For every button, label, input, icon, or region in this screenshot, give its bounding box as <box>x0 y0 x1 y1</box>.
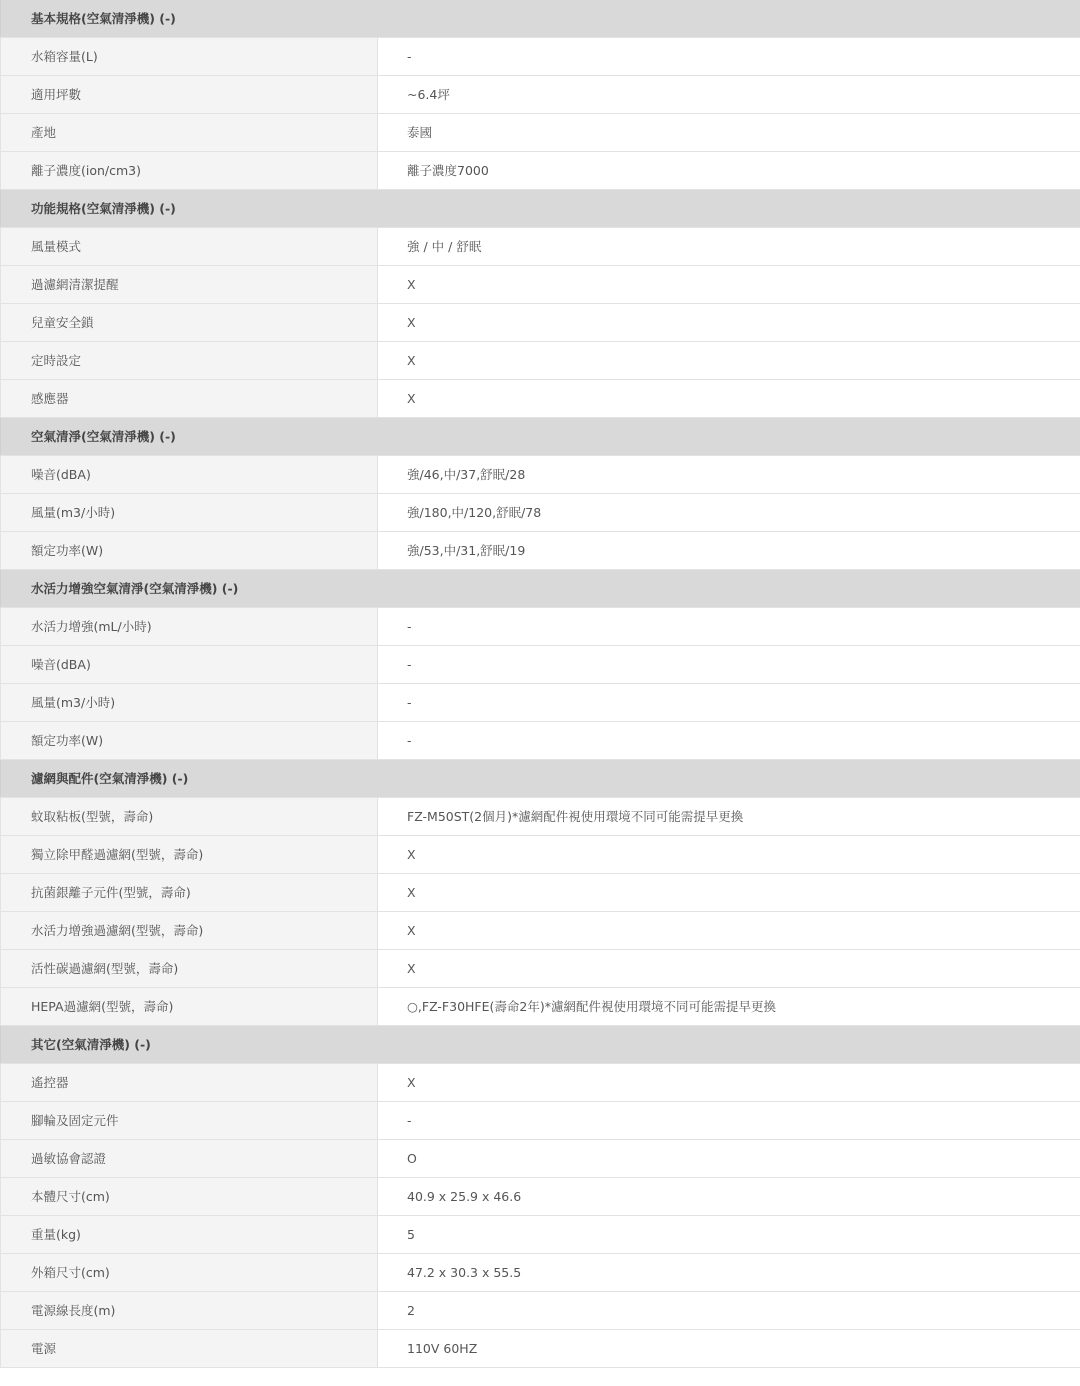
section-title: 基本規格(空氣清淨機) (-) <box>1 0 1080 38</box>
spec-label: 活性碳過濾網(型號，壽命) <box>1 950 378 988</box>
spec-row <box>1 1064 1080 1102</box>
spec-row <box>1 76 1080 114</box>
section-header <box>1 190 1080 228</box>
spec-label: 本體尺寸(cm) <box>1 1178 378 1216</box>
spec-value: - <box>378 608 1080 646</box>
spec-label: 風量(m3/小時) <box>1 494 378 532</box>
spec-value: 47.2 x 30.3 x 55.5 <box>378 1254 1080 1292</box>
spec-value: 5 <box>378 1216 1080 1254</box>
spec-value: ~6.4坪 <box>378 76 1080 114</box>
spec-label: 水活力增強過濾網(型號，壽命) <box>1 912 378 950</box>
spec-value: O <box>378 1140 1080 1178</box>
spec-value: - <box>378 722 1080 760</box>
spec-row <box>1 608 1080 646</box>
section-header <box>1 570 1080 608</box>
spec-value: 泰國 <box>378 114 1080 152</box>
section-header <box>1 760 1080 798</box>
spec-value: X <box>378 1064 1080 1102</box>
spec-value: - <box>378 684 1080 722</box>
spec-row <box>1 836 1080 874</box>
spec-label: 過濾網清潔提醒 <box>1 266 378 304</box>
spec-value: X <box>378 912 1080 950</box>
spec-row <box>1 152 1080 190</box>
section-title: 濾網與配件(空氣清淨機) (-) <box>1 760 1080 798</box>
spec-row <box>1 912 1080 950</box>
spec-label: 風量模式 <box>1 228 378 266</box>
spec-value: X <box>378 950 1080 988</box>
spec-row <box>1 342 1080 380</box>
spec-row <box>1 266 1080 304</box>
spec-value: X <box>378 874 1080 912</box>
spec-label: 抗菌銀離子元件(型號，壽命) <box>1 874 378 912</box>
spec-label: 遙控器 <box>1 1064 378 1102</box>
spec-value: 強/53,中/31,舒眠/19 <box>378 532 1080 570</box>
spec-row <box>1 380 1080 418</box>
spec-label: HEPA過濾網(型號，壽命) <box>1 988 378 1026</box>
section-title: 功能規格(空氣清淨機) (-) <box>1 190 1080 228</box>
spec-value: X <box>378 342 1080 380</box>
spec-label: 兒童安全鎖 <box>1 304 378 342</box>
spec-row <box>1 228 1080 266</box>
spec-label: 重量(kg) <box>1 1216 378 1254</box>
spec-row <box>1 456 1080 494</box>
spec-row <box>1 1140 1080 1178</box>
spec-row <box>1 494 1080 532</box>
spec-row <box>1 1216 1080 1254</box>
spec-label: 電源 <box>1 1330 378 1368</box>
spec-value: - <box>378 1102 1080 1140</box>
spec-label: 風量(m3/小時) <box>1 684 378 722</box>
spec-value: X <box>378 304 1080 342</box>
spec-label: 獨立除甲醛過濾網(型號，壽命) <box>1 836 378 874</box>
spec-row <box>1 38 1080 76</box>
spec-row <box>1 798 1080 836</box>
spec-value: 110V 60HZ <box>378 1330 1080 1368</box>
spec-value: 強/180,中/120,舒眠/78 <box>378 494 1080 532</box>
spec-value: 2 <box>378 1292 1080 1330</box>
spec-row <box>1 646 1080 684</box>
spec-label: 噪音(dBA) <box>1 456 378 494</box>
section-title: 空氣清淨(空氣清淨機) (-) <box>1 418 1080 456</box>
spec-value: ○,FZ-F30HFE(壽命2年)*濾網配件視使用環境不同可能需提早更換 <box>378 988 1080 1026</box>
spec-value: - <box>378 38 1080 76</box>
spec-label: 腳輪及固定元件 <box>1 1102 378 1140</box>
spec-value: - <box>378 646 1080 684</box>
spec-label: 額定功率(W) <box>1 532 378 570</box>
spec-label: 電源線長度(m) <box>1 1292 378 1330</box>
spec-row <box>1 304 1080 342</box>
section-title: 水活力增強空氣清淨(空氣清淨機) (-) <box>1 570 1080 608</box>
spec-value: X <box>378 380 1080 418</box>
spec-label: 感應器 <box>1 380 378 418</box>
spec-value: FZ-M50ST(2個月)*濾網配件視使用環境不同可能需提早更換 <box>378 798 1080 836</box>
spec-row <box>1 1292 1080 1330</box>
spec-label: 定時設定 <box>1 342 378 380</box>
section-header <box>1 0 1080 38</box>
spec-row <box>1 1102 1080 1140</box>
spec-value: 離子濃度7000 <box>378 152 1080 190</box>
spec-label: 過敏協會認證 <box>1 1140 378 1178</box>
spec-label: 產地 <box>1 114 378 152</box>
spec-row <box>1 1178 1080 1216</box>
spec-row <box>1 1330 1080 1368</box>
spec-label: 離子濃度(ion/cm3) <box>1 152 378 190</box>
spec-value: 40.9 x 25.9 x 46.6 <box>378 1178 1080 1216</box>
spec-label: 額定功率(W) <box>1 722 378 760</box>
spec-row <box>1 988 1080 1026</box>
section-header <box>1 1026 1080 1064</box>
spec-row <box>1 684 1080 722</box>
spec-row <box>1 950 1080 988</box>
spec-row <box>1 1254 1080 1292</box>
spec-label: 水活力增強(mL/小時) <box>1 608 378 646</box>
spec-row <box>1 874 1080 912</box>
spec-label: 水箱容量(L) <box>1 38 378 76</box>
spec-value: X <box>378 266 1080 304</box>
spec-value: 強 / 中 / 舒眠 <box>378 228 1080 266</box>
spec-label: 噪音(dBA) <box>1 646 378 684</box>
section-header <box>1 418 1080 456</box>
spec-row <box>1 532 1080 570</box>
spec-label: 外箱尺寸(cm) <box>1 1254 378 1292</box>
spec-row <box>1 722 1080 760</box>
spec-value: X <box>378 836 1080 874</box>
spec-label: 蚊取粘板(型號，壽命) <box>1 798 378 836</box>
spec-label: 適用坪數 <box>1 76 378 114</box>
section-title: 其它(空氣清淨機) (-) <box>1 1026 1080 1064</box>
spec-value: 強/46,中/37,舒眠/28 <box>378 456 1080 494</box>
spec-row <box>1 114 1080 152</box>
